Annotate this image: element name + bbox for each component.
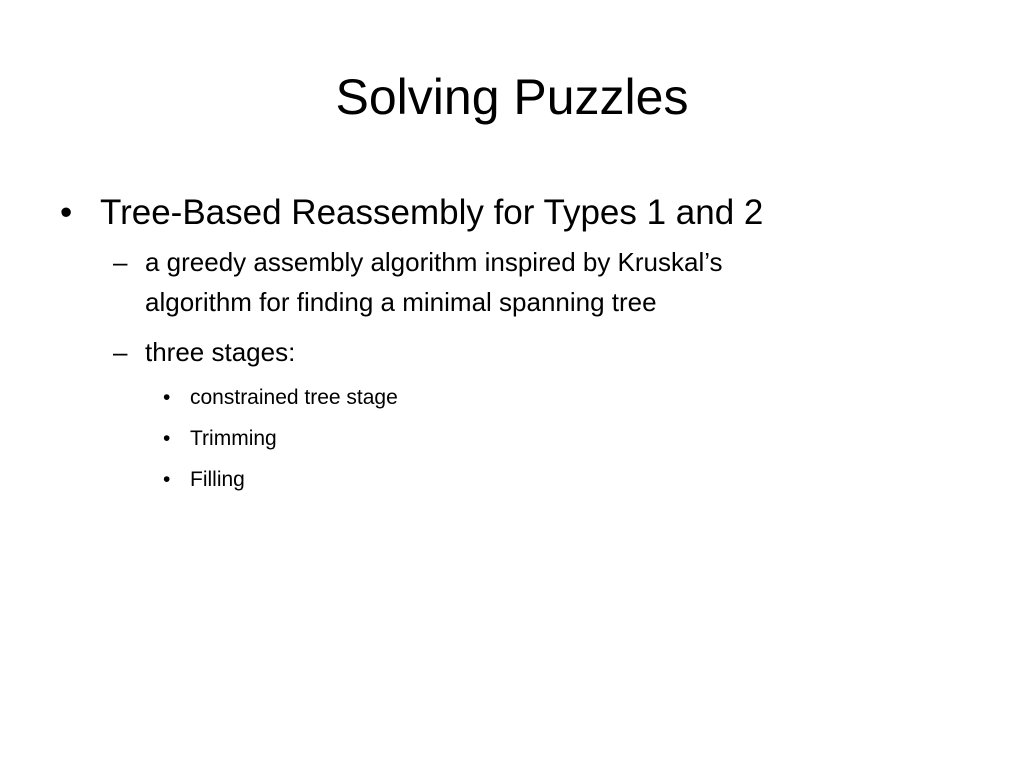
sub-sub-bullet-item [60,423,970,455]
sub-sub-bullet-text: Trimming [190,427,277,450]
slide-title: Solving Puzzles [335,69,689,125]
bullet-text: Tree-Based Reassembly for Types 1 and 2 [100,193,764,232]
sub-sub-bullet-item [60,382,970,414]
slide-body [60,190,970,505]
bullet-icon: • [163,386,171,409]
bullet-icon: • [163,468,171,491]
sub-sub-bullet-text: constrained tree stage [190,386,398,409]
bullet-item [60,190,970,236]
sub-bullet-text-line: a greedy assembly algorithm inspired by Kruskal’s [145,247,723,277]
sub-bullet-text-line: three stages: [145,337,296,367]
sub-bullet-text-line: algorithm for finding a minimal spanning tree [145,287,657,317]
sub-bullet-list [60,242,970,496]
dash-icon: – [113,337,128,367]
sub-bullet-item [60,332,970,372]
sub-sub-bullet-text: Filling [190,468,245,491]
sub-bullet-item [60,242,970,322]
bullet-icon: • [60,193,73,232]
sub-sub-bullet-list [60,382,970,496]
sub-sub-bullet-item [60,464,970,496]
dash-icon: – [113,247,128,277]
bullet-icon: • [163,427,171,450]
